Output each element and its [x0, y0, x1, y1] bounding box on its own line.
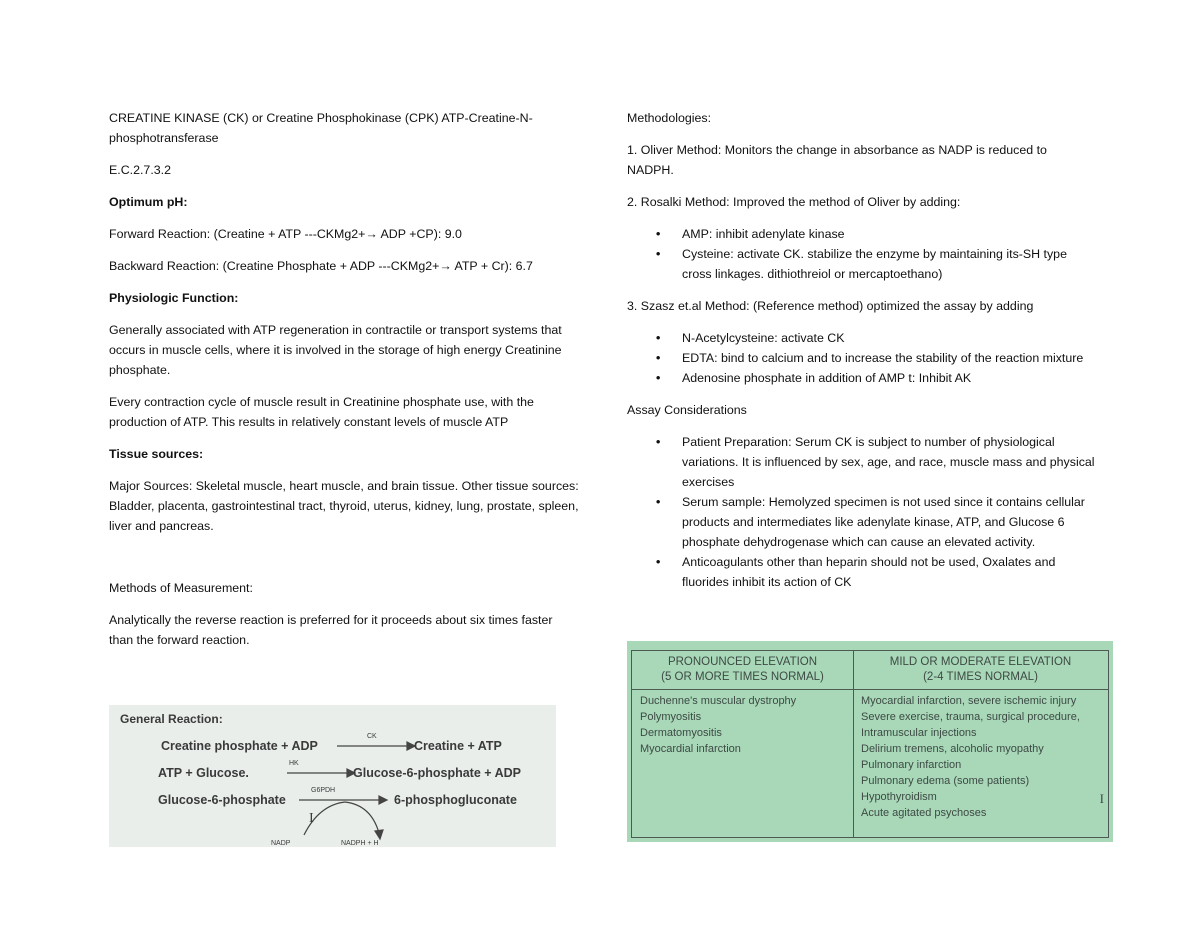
szasz-list — [627, 328, 1097, 388]
reaction-1-products: Creatine + ATP — [414, 739, 502, 753]
ec-number: E.C.2.7.3.2 — [109, 163, 171, 177]
physiologic-function-heading: Physiologic Function: — [109, 291, 239, 305]
reaction-3-product: 6-phosphogluconate — [394, 793, 517, 807]
reaction-2-products: Glucose-6-phosphate + ADP — [353, 766, 521, 780]
spacer — [109, 548, 579, 578]
table-row: Myocardial infarction, severe ischemic injury — [861, 695, 1077, 707]
assay-list — [627, 432, 1097, 592]
table-row: Dermatomyositis — [640, 727, 722, 739]
table-row: Intramuscular injections — [861, 727, 977, 739]
col1-header-line2: (5 OR MORE TIMES NORMAL) — [661, 671, 824, 683]
document-title: CREATINE KINASE (CK) or Creatine Phosphokinase (CPK) ATP-Creatine-N-phosphotransferase — [109, 111, 533, 145]
physiologic-paragraph-1: Generally associated with ATP regeneration in contractile or transport systems that occurs in muscle cells, where it is involved in the storage of high energy Creatinine phosphate. — [109, 323, 562, 377]
header-divider — [632, 689, 1108, 690]
table-row: Pulmonary edema (some patients) — [861, 775, 1030, 787]
table-frame — [631, 650, 1109, 838]
table-row: Severe exercise, trauma, surgical procedure, — [861, 711, 1080, 723]
list-item: • Serum sample: Hemolyzed specimen is not used since it contains cellular products and intermediates like adenylate kinase, ATP, and Glucose 6 phosphate dehydrogenase which can cause an elevated activity. — [682, 492, 1097, 552]
list-item: • N-Acetylcysteine: activate CK — [682, 328, 1097, 348]
backward-reaction: Backward Reaction: (Creatine Phosphate + ADP ---CKMg2+→ ATP + Cr): 6.7 — [109, 259, 533, 273]
list-item: • Adenosine phosphate in addition of AMP t: Inhibit AK — [682, 368, 1097, 388]
methodologies-heading: Methodologies: — [627, 111, 712, 125]
table-row: Acute agitated psychoses — [861, 807, 987, 819]
table-row: Pulmonary infarction — [861, 759, 962, 771]
table-row: Myocardial infarction — [640, 743, 741, 755]
reaction-1-enzyme: CK — [367, 733, 377, 740]
physiologic-paragraph-2: Every contraction cycle of muscle result in Creatinine phosphate use, with the production of ATP. This results in relatively constant levels of muscle ATP — [109, 395, 534, 429]
col2-rows — [861, 693, 1080, 821]
right-column — [627, 108, 1097, 604]
tissue-sources-text: Major Sources: Skeletal muscle, heart muscle, and brain tissue. Other tissue sources: Bladder, placenta, gastrointestinal tract, thyroid, uterus, kidney, lung, prostate, spleen, liver and pancreas. — [109, 479, 579, 533]
reaction-3-enzyme: G6PDH — [311, 787, 336, 794]
col1-header-line1: PRONOUNCED ELEVATION — [667, 656, 818, 668]
methods-of-measurement-heading: Methods of Measurement: — [109, 581, 253, 595]
table-row: Polymyositis — [640, 711, 702, 723]
optimum-ph-heading: Optimum pH: — [109, 195, 188, 209]
general-reaction-figure — [109, 705, 556, 847]
table-row: Delirium tremens, alcoholic myopathy — [861, 743, 1044, 755]
oliver-method: 1. Oliver Method: Monitors the change in absorbance as NADP is reduced to NADPH. — [627, 143, 1047, 177]
text-cursor-icon: I — [309, 811, 314, 826]
list-item: • Cysteine: activate CK. stabilize the enzyme by maintaining its-SH type cross linkages. dithiothreiol or mercaptoethano) — [682, 244, 1097, 284]
ck-elevation-table-figure — [627, 641, 1113, 842]
reaction-3-substrate: Glucose-6-phosphate — [158, 793, 286, 807]
reaction-title: General Reaction: — [120, 712, 223, 726]
col1-header — [632, 655, 853, 685]
forward-reaction: Forward Reaction: (Creatine + ATP ---CKMg2+→ ADP +CP): 9.0 — [109, 227, 462, 241]
rosalki-list — [627, 224, 1097, 284]
text-cursor-icon: I — [1099, 791, 1104, 806]
nadp-label: NADP — [271, 840, 291, 847]
list-item: • Anticoagulants other than heparin should not be used, Oxalates and fluorides inhibit its action of CK — [682, 552, 1097, 592]
table-row: Hypothyroidism — [861, 791, 937, 803]
reaction-2-substrates: ATP + Glucose. — [158, 766, 249, 780]
col2-header-line2: (2-4 TIMES NORMAL) — [923, 671, 1038, 683]
col1-rows — [640, 693, 796, 757]
reaction-1-substrates: Creatine phosphate + ADP — [161, 739, 318, 753]
rosalki-method: 2. Rosalki Method: Improved the method of Oliver by adding: — [627, 195, 961, 209]
list-item: • EDTA: bind to calcium and to increase the stability of the reaction mixture — [682, 348, 1097, 368]
assay-considerations-heading: Assay Considerations — [627, 403, 747, 417]
list-item: • Patient Preparation: Serum CK is subject to number of physiological variations. It is influenced by sex, age, and race, muscle mass and physical exercises — [682, 432, 1097, 492]
col2-header-line1: MILD OR MODERATE ELEVATION — [889, 656, 1072, 668]
nadph-label: NADPH + H — [341, 840, 379, 847]
left-column — [109, 108, 579, 662]
table-row: Duchenne's muscular dystrophy — [640, 695, 797, 707]
reaction-2-enzyme: HK — [289, 760, 299, 767]
methods-of-measurement-text: Analytically the reverse reaction is preferred for it proceeds about six times faster than the forward reaction. — [109, 613, 553, 647]
szasz-method: 3. Szasz et.al Method: (Reference method) optimized the assay by adding — [627, 299, 1034, 313]
tissue-sources-heading: Tissue sources: — [109, 447, 204, 461]
list-item: • AMP: inhibit adenylate kinase — [682, 224, 1097, 244]
col2-header — [853, 655, 1108, 685]
